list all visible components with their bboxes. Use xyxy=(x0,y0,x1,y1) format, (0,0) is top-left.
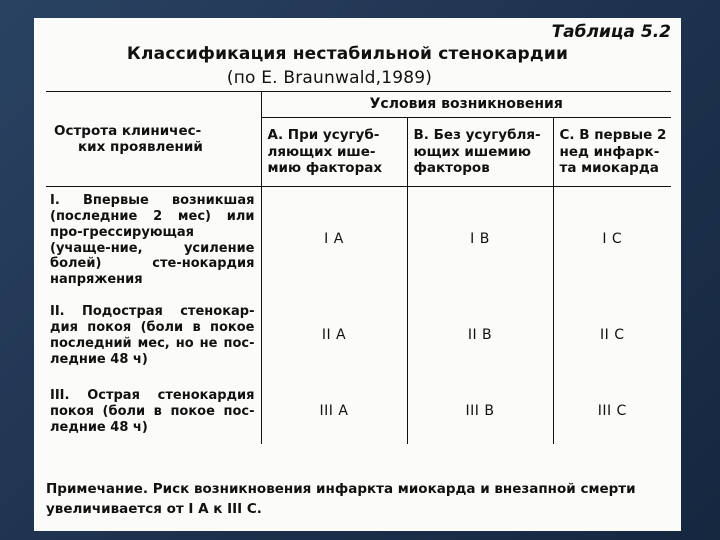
row-label-3: III. Острая стенокардия покоя (боли в покое пос-ледние 48 ч) xyxy=(46,378,261,444)
conditions-header: Условия возникновения xyxy=(261,92,671,118)
table-note xyxy=(46,480,666,519)
cell-3b: III B xyxy=(407,378,553,444)
table-subtitle: (по E. Braunwald,1989) xyxy=(226,68,433,88)
cell-2a: II A xyxy=(261,292,407,378)
cell-1c: I C xyxy=(553,187,671,293)
severity-header-line1: Острота клиничес- xyxy=(54,122,202,139)
cell-1b: I B xyxy=(407,187,553,293)
table-number: Таблица 5.2 xyxy=(551,22,671,42)
cell-2b: II B xyxy=(407,292,553,378)
severity-header-line2: ких проявлений xyxy=(78,139,203,155)
table-title: Классификация нестабильной стенокардии xyxy=(126,44,569,64)
cell-3a: III A xyxy=(261,378,407,444)
cell-3c: III C xyxy=(597,402,627,419)
row-label-2: II. Подострая стенокар-дия покоя (боли в покое последний мес, но не пос-ледние 48 ч) xyxy=(46,292,261,378)
classification-table xyxy=(46,91,671,444)
column-header-b: В. Без усугубля-ющих ишемию факторов xyxy=(407,118,553,187)
severity-header xyxy=(46,92,261,187)
column-header-c: С. В первые 2 нед инфарк-та миокарда xyxy=(559,127,667,177)
column-header-a: А. При усугуб-ляющих ише-мию факторах xyxy=(261,118,407,187)
note-text: Риск возникновения инфаркта миокарда и внезапной смерти увеличивается от I A к III C. xyxy=(46,481,636,517)
cell-2c: II C xyxy=(600,326,625,343)
document-page xyxy=(34,18,681,531)
row-label-1: I. Впервые возникшая (последние 2 мес) или про-грессирующая (учаще-ние, усиление болей) сте-нокардия напряжения xyxy=(46,187,261,293)
cell-1a: I A xyxy=(261,187,407,293)
note-label: Примечание. xyxy=(46,481,149,497)
